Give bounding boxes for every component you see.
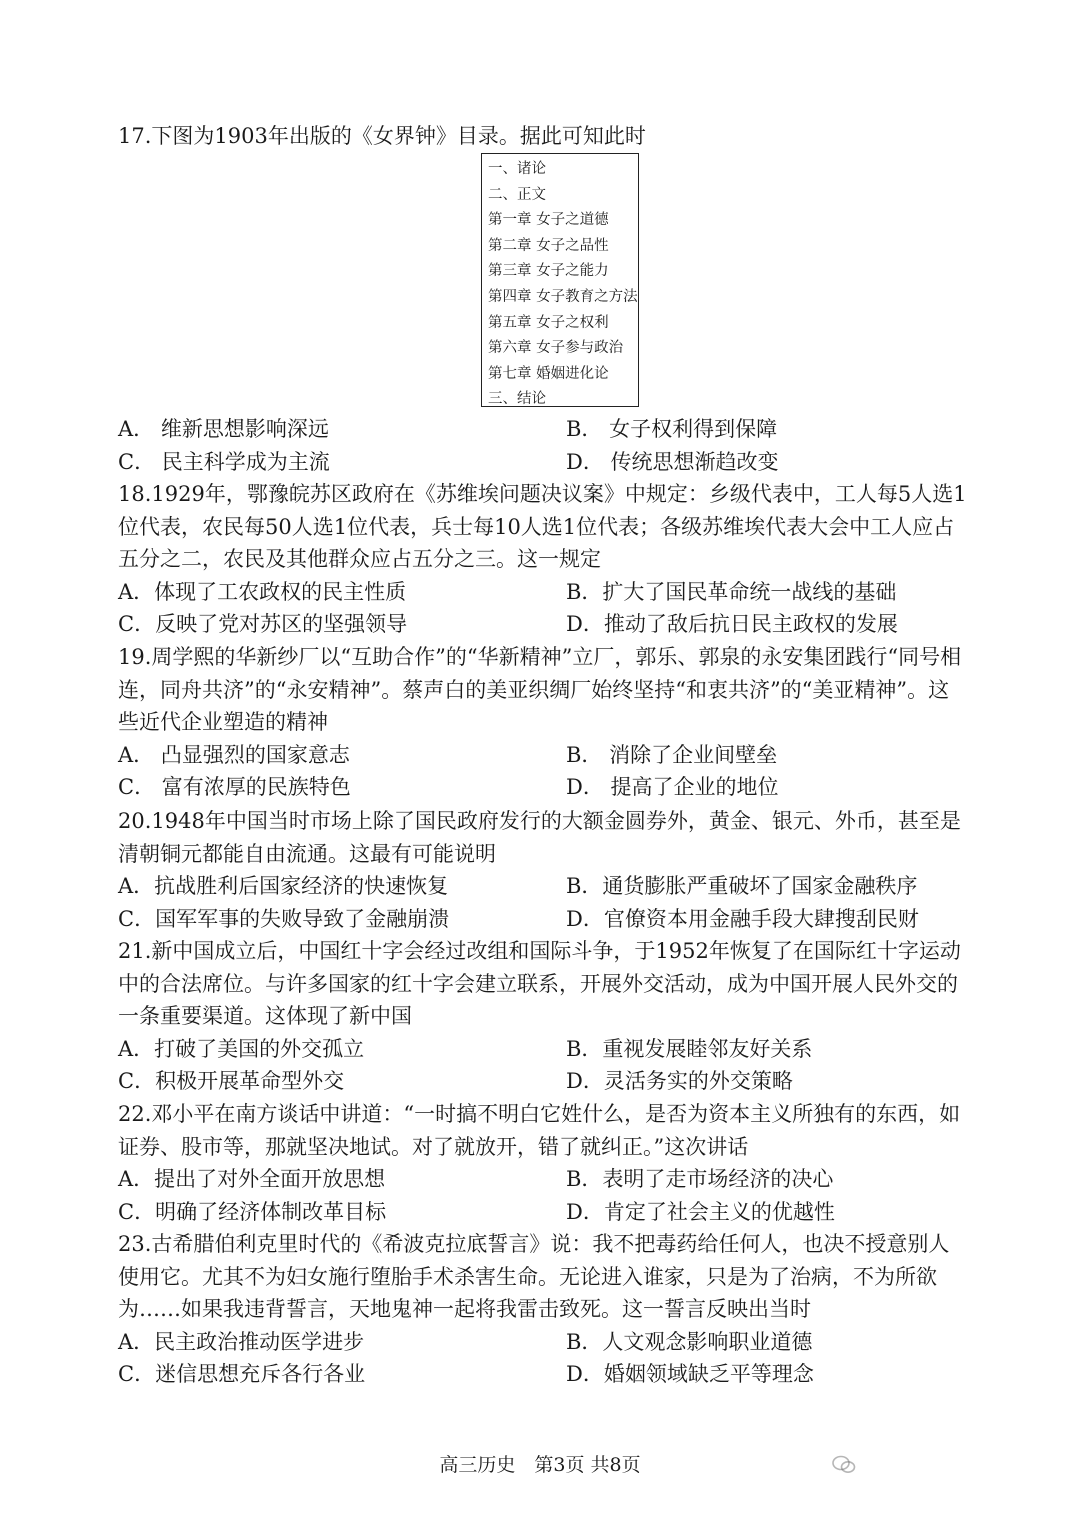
page-footer: 高三历史 第3页 共8页: [439, 1454, 641, 1476]
toc-item: 二、正文: [488, 186, 546, 203]
toc-item: 第七章 婚姻进化论: [488, 365, 609, 382]
question-22: [118, 1098, 968, 1228]
option-a[interactable]: A．提出了对外全面开放思想: [118, 1167, 386, 1191]
option-b[interactable]: B．表明了走市场经济的决心: [566, 1167, 834, 1191]
question-stem: 20.1948年中国当时市场上除了国民政府发行的大额金圆券外，黄金、银元、外币，甚至是清朝铜元都能自由流通。这最有可能说明: [118, 809, 961, 866]
question-stem: 18.1929年，鄂豫皖苏区政府在《苏维埃问题决议案》中规定：乡级代表中，工人每5人选1位代表，农民每50人选1位代表，兵士每10人选1位代表；各级苏维埃代表大会中工人应占五分之二，农民及其他群众应占五分之三。这一规定: [118, 482, 967, 571]
option-d[interactable]: D．肯定了社会主义的优越性: [566, 1199, 835, 1224]
option-a[interactable]: A．民主政治推动医学进步: [118, 1329, 365, 1354]
option-c[interactable]: C．明确了经济体制改革目标: [118, 1199, 387, 1224]
question-stem: 19.周学熙的华新纱厂以“互助合作”的“华新精神”立厂，郭乐、郭泉的永安集团践行“同号相连，同舟共济”的“永安精神”。蔡声白的美亚织绸厂始终坚持“和衷共济”的“美亚精神”。这些近代企业塑造的精神: [118, 645, 962, 734]
option-b[interactable]: B． 消除了企业间壁垒: [566, 742, 778, 767]
toc-item: 一、诸论: [488, 161, 546, 177]
option-c[interactable]: C．国军军事的失败导致了金融崩溃: [118, 906, 450, 931]
option-a[interactable]: A． 凸显强烈的国家意志: [118, 742, 350, 767]
toc-item: 第五章 女子之权利: [488, 314, 609, 331]
option-c[interactable]: C．积极开展革命型外交: [118, 1069, 345, 1093]
option-c[interactable]: C． 民主科学成为主流: [118, 449, 330, 474]
question-stem: 22.邓小平在南方谈话中讲道：“一时搞不明白它姓什么，是否为资本主义所独有的东西，如证券、股市等，那就坚决地试。对了就放开，错了就纠正。”这次讲话: [118, 1102, 961, 1159]
option-d[interactable]: D．官僚资本用金融手段大肆搜刮民财: [566, 906, 919, 931]
wechat-icon: [832, 1455, 856, 1475]
option-c[interactable]: C．反映了党对苏区的坚强领导: [118, 612, 408, 636]
toc-item: 第二章 女子之品性: [488, 237, 609, 254]
option-c[interactable]: C． 富有浓厚的民族特色: [118, 775, 351, 799]
question-20: [118, 805, 968, 935]
option-b[interactable]: B．人文观念影响职业道德: [566, 1329, 813, 1354]
question-17: [118, 120, 968, 153]
toc-item: 第六章 女子参与政治: [488, 340, 624, 357]
option-a[interactable]: A．抗战胜利后国家经济的快速恢复: [118, 874, 449, 898]
option-d[interactable]: D．灵活务实的外交策略: [566, 1069, 793, 1093]
question-stem: 21.新中国成立后，中国红十字会经过改组和国际斗争，于1952年恢复了在国际红十字运动中的合法席位。与许多国家的红十字会建立联系，开展外交活动，成为中国开展人民外交的一条重要渠道。这体现了新中国: [118, 939, 961, 1028]
option-a[interactable]: A．打破了美国的外交孤立: [118, 1036, 365, 1061]
option-d[interactable]: D．推动了敌后抗日民主政权的发展: [566, 612, 898, 636]
option-b[interactable]: B． 女子权利得到保障: [566, 417, 778, 441]
question-17-options: [118, 413, 968, 478]
question-stem: 17.下图为1903年出版的《女界钟》目录。据此可知此时: [118, 124, 646, 148]
toc-table: [481, 153, 639, 407]
option-b[interactable]: B．通货膨胀严重破坏了国家金融秩序: [566, 874, 918, 898]
question-19: [118, 641, 968, 804]
option-b[interactable]: B．重视发展睦邻友好关系: [566, 1036, 813, 1061]
watermark-logo: [832, 1425, 1062, 1515]
question-23: [118, 1228, 968, 1391]
option-d[interactable]: D．婚姻领域缺乏平等理念: [566, 1362, 814, 1386]
option-c[interactable]: C．迷信思想充斥各行各业: [118, 1362, 366, 1386]
toc-item: 第四章 女子教育之方法: [488, 288, 638, 305]
question-18: [118, 478, 968, 641]
option-a[interactable]: A．体现了工农政权的民主性质: [118, 579, 407, 604]
option-b[interactable]: B．扩大了国民革命统一战线的基础: [566, 579, 897, 604]
option-d[interactable]: D． 提高了企业的地位: [566, 775, 779, 799]
toc-item: 第三章 女子之能力: [488, 263, 609, 280]
toc-item: 三、结论: [488, 391, 546, 408]
option-d[interactable]: D． 传统思想渐趋改变: [566, 449, 779, 474]
question-21: [118, 935, 968, 1098]
option-a[interactable]: A． 维新思想影响深远: [118, 417, 329, 441]
toc-item: 第一章 女子之道德: [488, 212, 609, 229]
question-stem: 23.古希腊伯利克里时代的《希波克拉底誓言》说：我不把毒药给任何人，也决不授意别人使用它。尤其不为妇女施行堕胎手术杀害生命。无论进入谁家，只是为了治病，不为所欲为……如果我违背誓言，天地鬼神一起将我雷击致死。这一誓言反映出当时: [118, 1232, 950, 1321]
